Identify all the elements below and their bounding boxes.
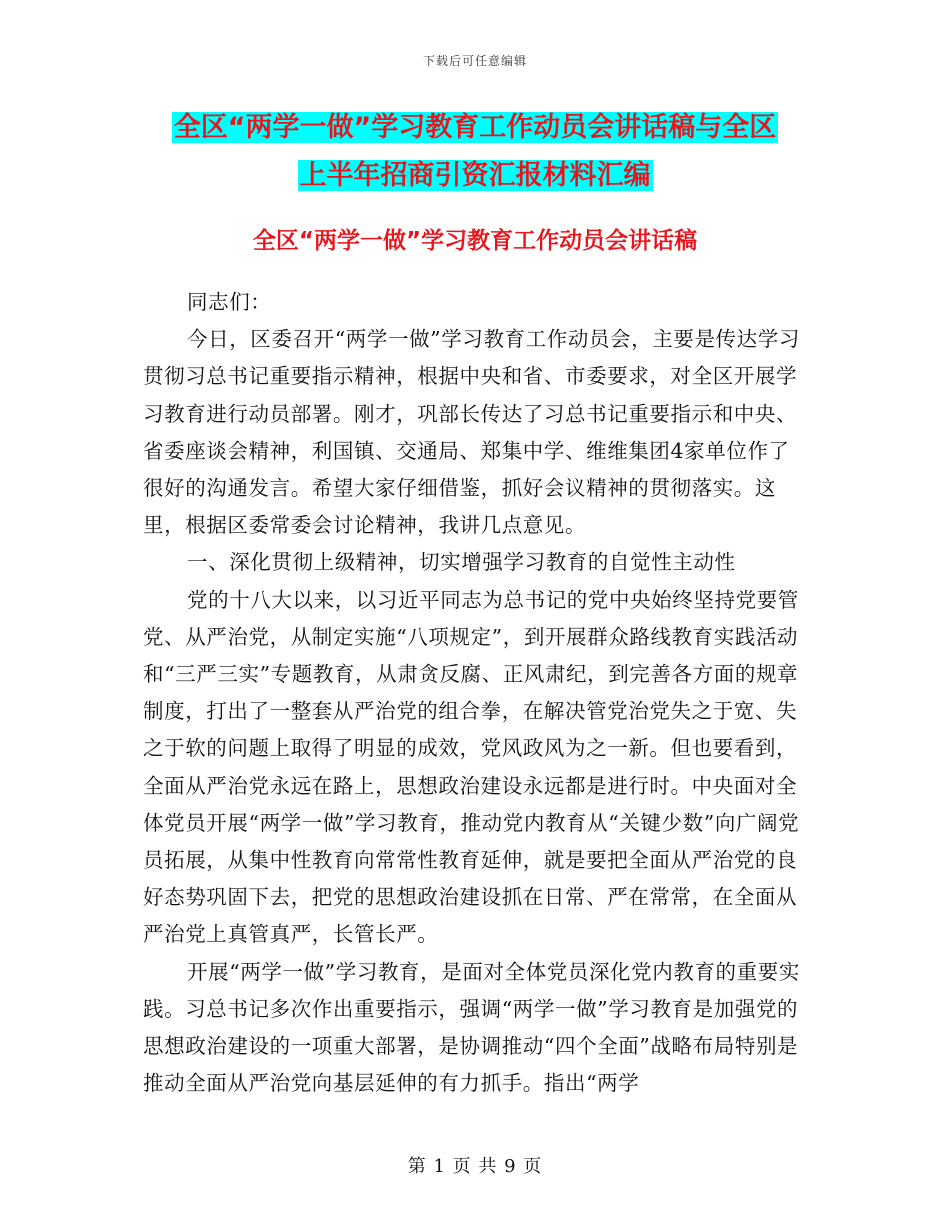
- paragraph-salutation: 同志们：: [187, 290, 272, 314]
- document-title: [0, 104, 950, 200]
- section-title: 全区“两学一做”学习教育工作动员会讲话稿: [252, 228, 698, 254]
- paragraph: 党的十八大以来，以习近平同志为总书记的党中央始终坚持党要管党、从严治党，从制定实施“八项规定”，到开展群众路线教育实践活动和“三严三实”专题教育，从肃贪反腐、正风肃纪，到完善各方面的规章制度，打出了一整套从严治党的组合拳，在解决管党治党失之于宽、失之于软的问题上取得了明显的成效，党风政风为之一新。但也要看到，全面从严治党永远在路上，思想政治建设永远都是进行时。中央面对全体党员开展“两学一做”学习教育，推动党内教育从“关键少数”向广阔党员拓展，从集中性教育向常常性教育延伸，就是要把全面从严治党的良好态势巩固下去，把党的思想政治建设抓在日常、严在常常，在全面从严治党上真管真严，长管长严。: [143, 587, 800, 947]
- document-title-line-2: 上半年招商引资汇报材料汇编: [299, 160, 651, 191]
- header-note: 下载后可任意编辑: [422, 54, 527, 68]
- paragraph: 今日，区委召开“两学一做”学习教育工作动员会，主要是传达学习贯彻习总书记重要指示精神，根据中央和省、市委要求，对全区开展学习教育进行动员部署。刚才，巩部长传达了习总书记重要指示和中央、省委座谈会精神，利国镇、交通局、郑集中学、维维集团4家单位作了很好的沟通发言。希望大家仔细借鉴，抓好会议精神的贯彻落实。这里，根据区委常委会讨论精神，我讲几点意见。: [143, 327, 800, 538]
- paragraph-heading: 一、深化贯彻上级精神，切实增强学习教育的自觉性主动性: [187, 550, 736, 575]
- paragraph: 开展“两学一做”学习教育，是面对全体党员深化党内教育的重要实践。习总书记多次作出重要指示，强调“两学一做”学习教育是加强党的思想政治建设的一项重大部署，是协调推动“四个全面”战略布局特别是推动全面从严治党向基层延伸的有力抓手。指出“两学: [143, 959, 800, 1096]
- body-text: [143, 284, 803, 1102]
- document-title-line-1: 全区“两学一做”学习教育工作动员会讲话稿与全区: [173, 112, 777, 143]
- page-number-footer: 第 1 页 共 9 页: [407, 1156, 543, 1177]
